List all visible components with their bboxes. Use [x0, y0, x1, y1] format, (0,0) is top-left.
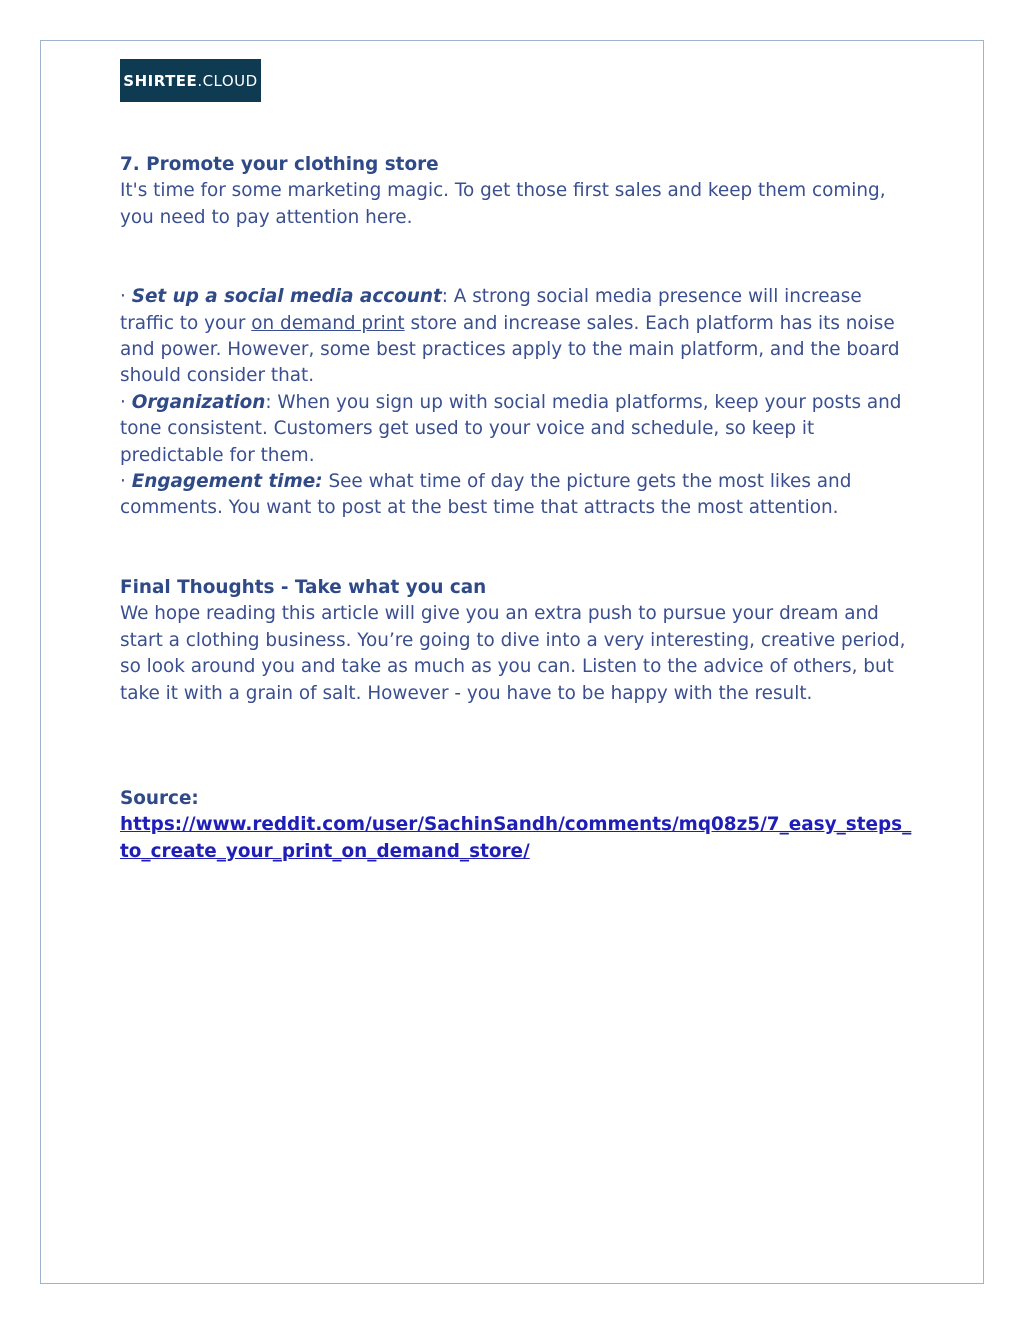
bullet-text-organization: When you sign up with social media platforms, keep your posts and tone consistent. Customers get used to your voice and schedule, so keep it predictable for them. [120, 391, 902, 466]
document-body [120, 152, 920, 865]
bullet-text-after-link: store and increase sales. Each platform has its noise and power. However, some best practices apply to the main platform, and the board should consider that. [120, 312, 900, 387]
bullet-title-organization: Organization [131, 391, 266, 413]
bullet-title-social-media: Set up a social media account [131, 286, 442, 308]
spacer [120, 231, 920, 284]
bullet-text-engagement-time: See what time of day the picture gets the most likes and comments. You want to post at the best time that attracts the most attention. [120, 471, 852, 519]
spacer [120, 707, 920, 786]
bullet-text-before-link: A strong social media presence will increase traffic to your [120, 286, 862, 334]
bullet-separator: : [265, 391, 278, 413]
source-url-link[interactable]: https://www.reddit.com/user/SachinSandh/comments/mq08z5/7_easy_steps_to_create_your_print_on_demand_store/ [120, 814, 912, 862]
bullet-dot: · [120, 286, 132, 308]
section-7-intro: It's time for some marketing magic. To get those first sales and keep them coming, you need to pay attention here. [120, 180, 886, 228]
logo-rest-text: .CLOUD [197, 71, 258, 90]
final-thoughts-text: We hope reading this article will give you an extra push to pursue your dream and start a clothing business. You’re going to dive into a very interesting, creative period, so look around you and take as much as you can. Listen to the advice of others, but take it with a grain of salt. However - you have to be happy with the result. [120, 603, 906, 704]
final-thoughts-heading: Final Thoughts - Take what you can [120, 576, 487, 598]
source-label: Source: [120, 787, 199, 809]
bullet-social-media [120, 284, 920, 390]
logo-bold-text: SHIRTEE [123, 71, 198, 90]
bullet-separator: : [441, 286, 454, 308]
section-7-heading: 7. Promote your clothing store [120, 154, 439, 175]
bullet-engagement-time [120, 469, 920, 522]
bullet-organization [120, 390, 920, 469]
bullet-dot: · [120, 391, 132, 413]
on-demand-print-link[interactable]: on demand print [251, 312, 405, 334]
bullet-title-engagement-time: Engagement time: [131, 471, 323, 493]
shirtee-cloud-logo [120, 59, 261, 102]
spacer [120, 522, 920, 575]
bullet-dot: · [120, 471, 132, 493]
